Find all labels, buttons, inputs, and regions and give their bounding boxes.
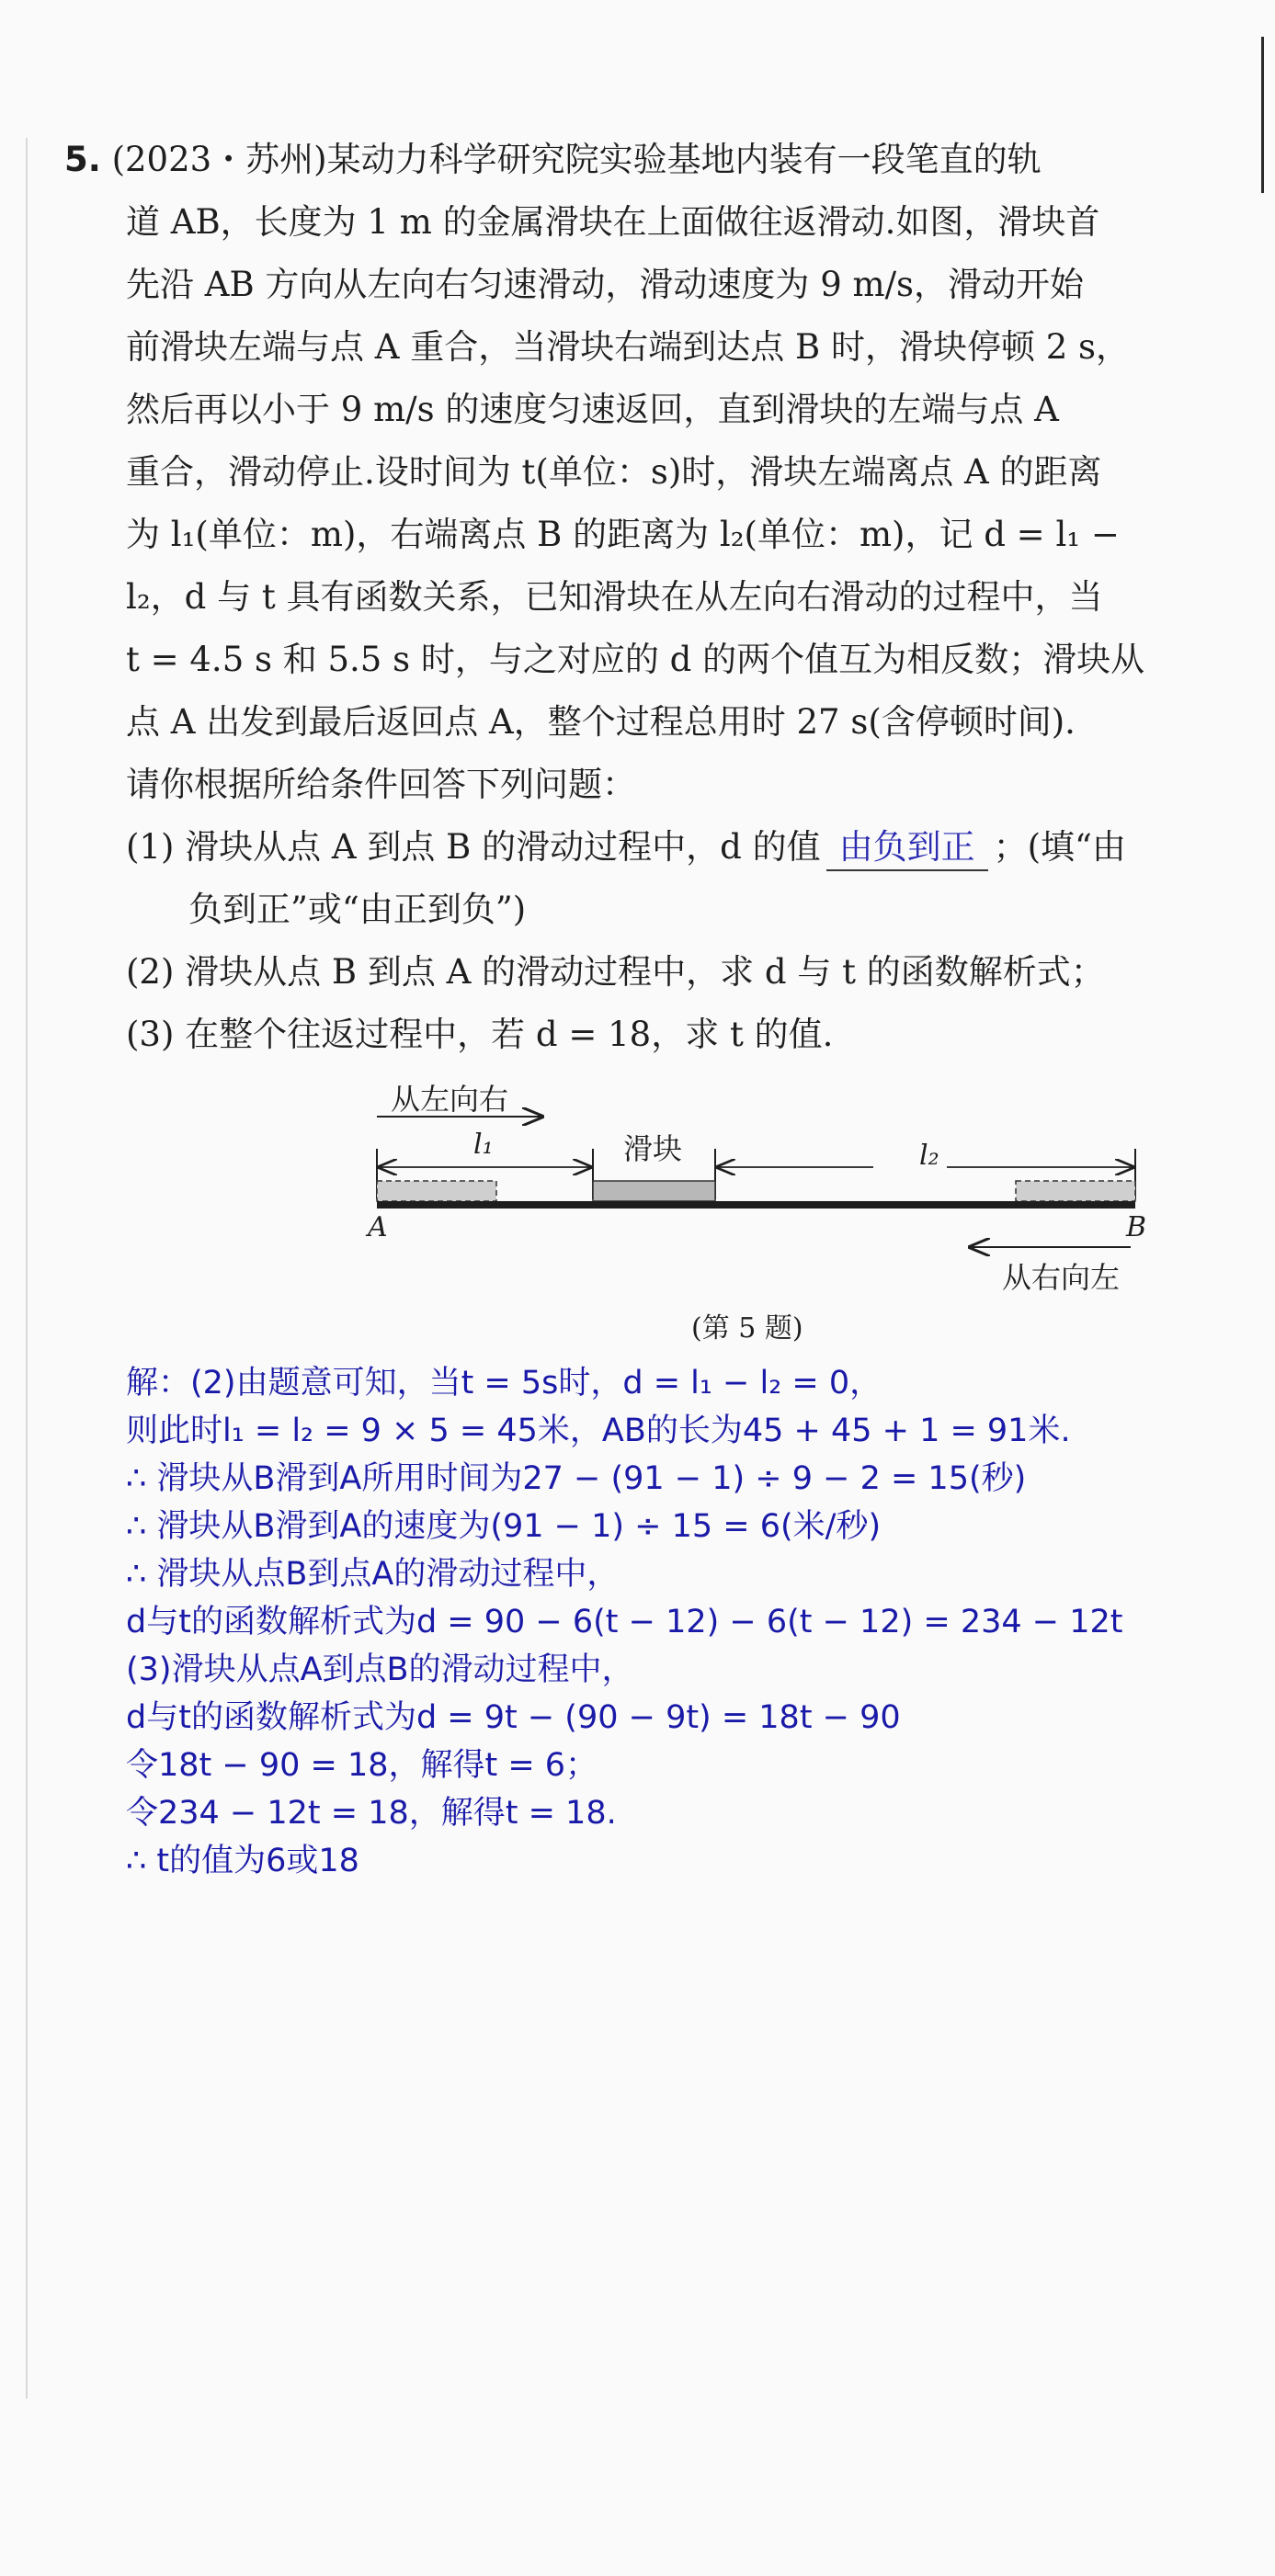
question-1-suffix: ；(填“由 bbox=[993, 827, 1126, 867]
solution-line-3: ∴ 滑块从B滑到A所用时间为27 − (91 − 1) ÷ 9 − 2 = 15(秒) bbox=[126, 1460, 1027, 1497]
problem-line-7: 为 l₁(单位：m)，右端离点 B 的距离为 l₂(单位：m)，记 d = l₁ − bbox=[126, 515, 1120, 554]
solution-line-11: ∴ t的值为6或18 bbox=[126, 1843, 359, 1879]
track-rail bbox=[377, 1201, 1135, 1209]
solution-line-4: ∴ 滑块从B滑到A的速度为(91 − 1) ÷ 15 = 6(米/秒) bbox=[126, 1508, 882, 1545]
label-l2: l₂ bbox=[919, 1140, 939, 1172]
question-1-answer: 由负到正 bbox=[826, 825, 988, 871]
problem-line-9: t = 4.5 s 和 5.5 s 时，与之对应的 d 的两个值互为相反数；滑块从 bbox=[126, 640, 1145, 679]
question-1-continuation: 负到正”或“由正到负”) bbox=[188, 890, 527, 929]
solution-line-7: (3)滑块从点A到点B的滑动过程中， bbox=[126, 1651, 634, 1688]
solution-line-9: 令18t − 90 = 18，解得t = 6； bbox=[126, 1747, 598, 1784]
label-slider: 滑块 bbox=[623, 1131, 683, 1166]
problem-line-2: 道 AB，长度为 1 m 的金属滑块在上面做往返滑动.如图，滑块首 bbox=[126, 202, 1100, 242]
solution-line-1: 解：(2)由题意可知，当t = 5s时，d = l₁ − l₂ = 0， bbox=[126, 1365, 882, 1401]
question-1 bbox=[126, 825, 1126, 871]
problem-line-3: 先沿 AB 方向从左向右匀速滑动，滑动速度为 9 m/s，滑动开始 bbox=[126, 265, 1085, 304]
problem-line-4: 前滑块左端与点 A 重合，当滑块右端到达点 B 时，滑块停顿 2 s， bbox=[126, 327, 1131, 367]
problem-number: 5. bbox=[64, 140, 101, 179]
solution-line-10: 令234 − 12t = 18，解得t = 18. bbox=[126, 1795, 617, 1832]
problem-line-8: l₂，d 与 t 具有函数关系，已知滑块在从左向右滑动的过程中，当 bbox=[126, 577, 1103, 617]
label-left-to-right: 从左向右 bbox=[391, 1082, 509, 1117]
solution-line-5: ∴ 滑块从点B到点A的滑动过程中， bbox=[126, 1556, 620, 1593]
slider-start-position bbox=[377, 1181, 496, 1201]
question-2: (2) 滑块从点 B 到点 A 的滑动过程中，求 d 与 t 的函数解析式； bbox=[126, 952, 1105, 992]
solution-line-8: d与t的函数解析式为d = 9t − (90 − 9t) = 18t − 90 bbox=[126, 1699, 901, 1736]
label-right-to-left: 从右向左 bbox=[1002, 1260, 1121, 1295]
problem-line-5: 然后再以小于 9 m/s 的速度匀速返回，直到滑块的左端与点 A bbox=[126, 390, 1059, 429]
slider-end-position bbox=[1016, 1181, 1135, 1201]
figure-caption: (第 5 题) bbox=[691, 1312, 803, 1345]
label-B: B bbox=[1126, 1211, 1147, 1243]
label-l1: l₁ bbox=[473, 1129, 494, 1161]
question-3: (3) 在整个往返过程中，若 d = 18，求 t 的值. bbox=[126, 1015, 834, 1054]
problem-text: (2023・苏州)某动力科学研究院实验基地内装有一段笔直的轨 bbox=[111, 140, 1042, 179]
problem-line-11: 请你根据所给条件回答下列问题： bbox=[126, 765, 636, 804]
label-A: A bbox=[368, 1211, 388, 1243]
solution-line-2: 则此时l₁ = l₂ = 9 × 5 = 45米，AB的长为45 + 45 + 1 = 91米. bbox=[126, 1413, 1071, 1449]
solution-line-6: d与t的函数解析式为d = 90 − 6(t − 12) − 6(t − 12) = 234 − 12t bbox=[126, 1604, 1123, 1640]
page-edge-line bbox=[1261, 37, 1264, 193]
problem-line-10: 点 A 出发到最后返回点 A，整个过程总用时 27 s(含停顿时间). bbox=[126, 702, 1076, 742]
question-1-prefix: (1) 滑块从点 A 到点 B 的滑动过程中，d 的值 bbox=[126, 827, 821, 867]
problem-line-6: 重合，滑动停止.设时间为 t(单位：s)时，滑块左端离点 A 的距离 bbox=[126, 452, 1102, 492]
slider-block bbox=[593, 1181, 715, 1201]
problem-line-1 bbox=[64, 138, 1042, 182]
margin-rule bbox=[26, 138, 28, 2399]
